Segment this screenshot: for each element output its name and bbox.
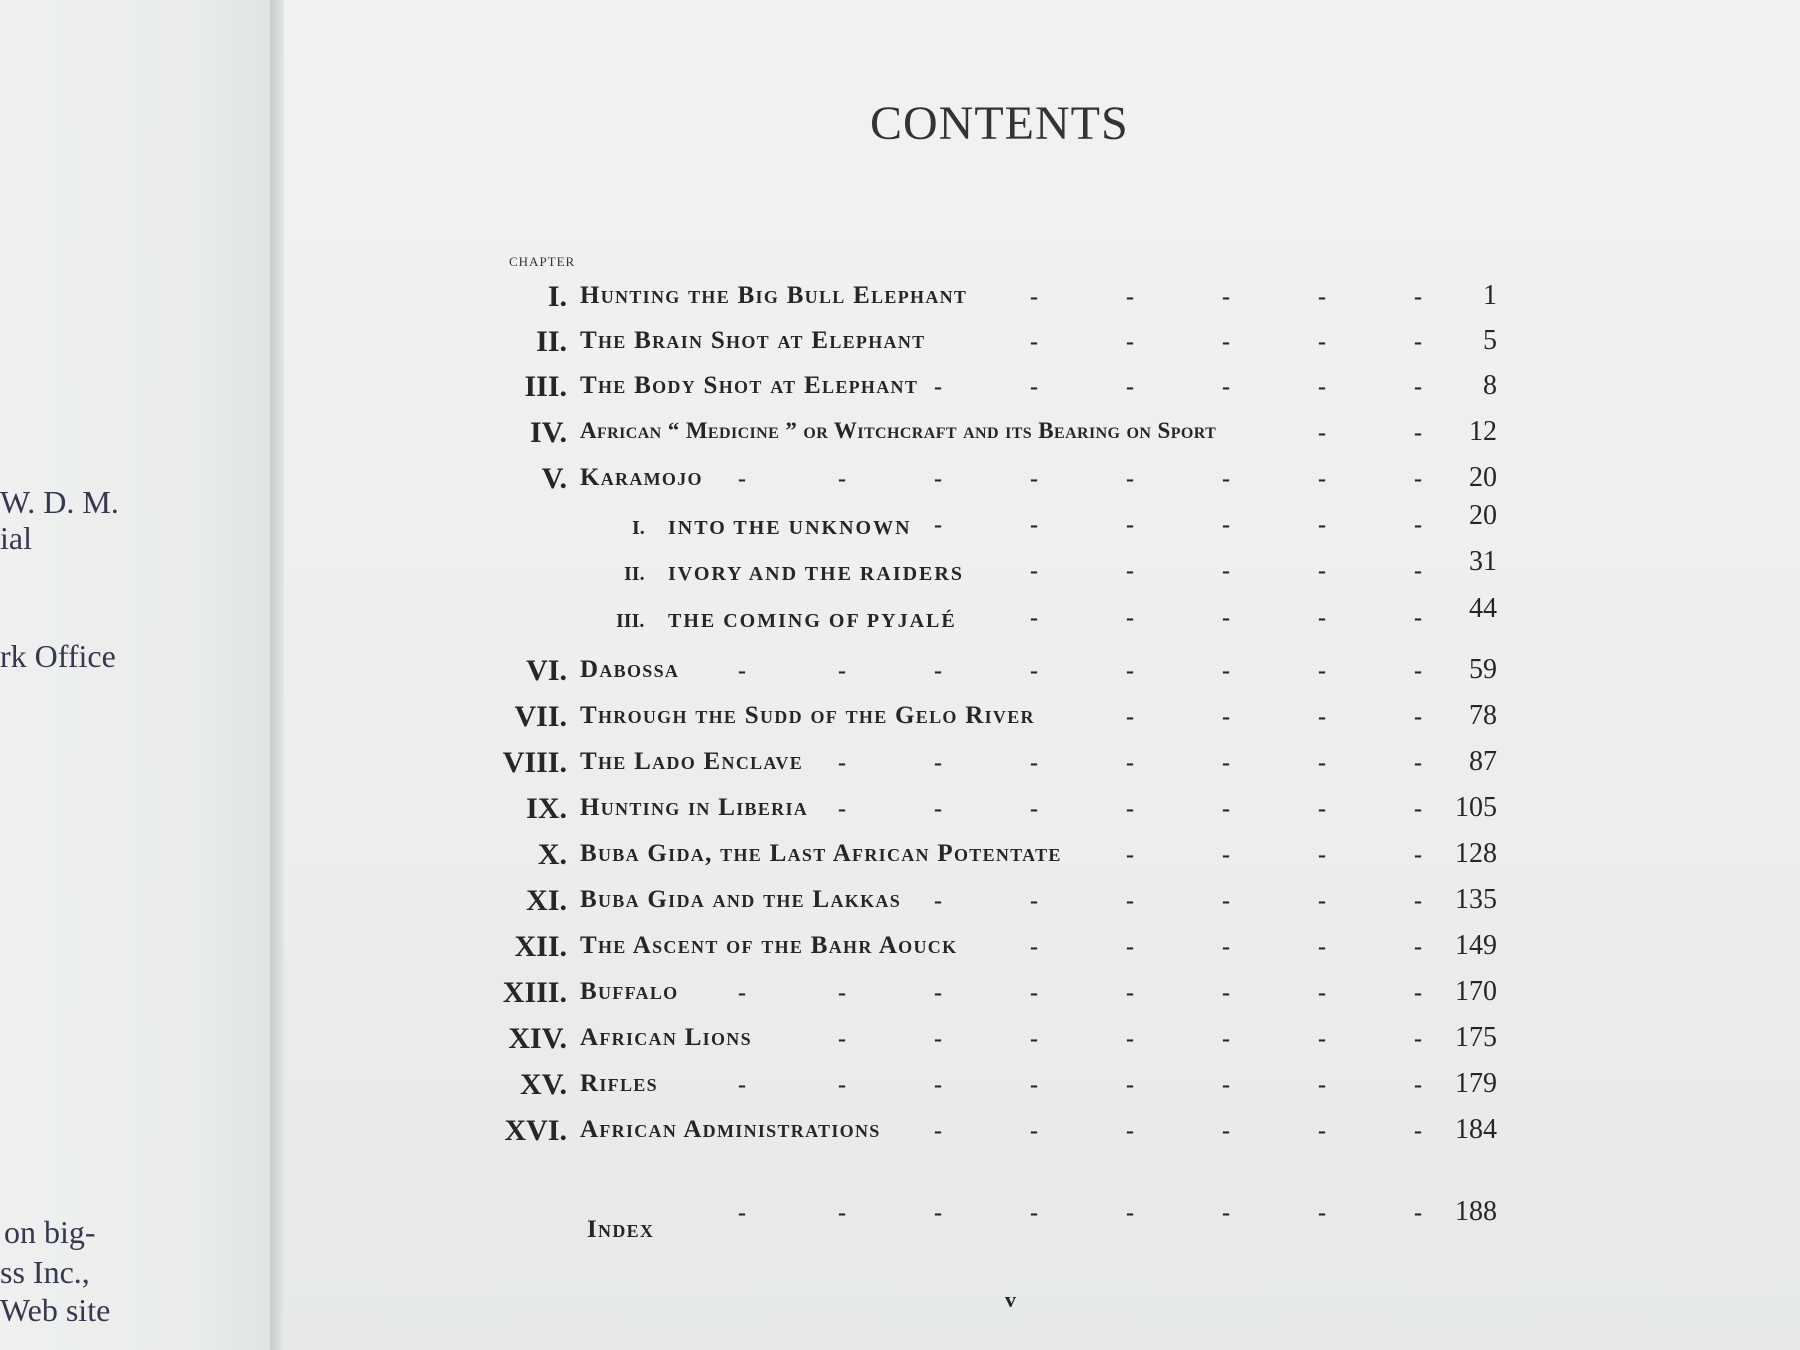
leader-dash: - bbox=[934, 980, 942, 1006]
page-number: 105 bbox=[1455, 792, 1497, 823]
chapter-title: Rifles bbox=[580, 1070, 658, 1097]
leader-dash: - bbox=[1318, 420, 1326, 446]
leader-dash: - bbox=[934, 512, 942, 538]
leader-dash: - bbox=[1318, 329, 1326, 355]
leader-dash: - bbox=[1414, 512, 1422, 538]
leader-dash: - bbox=[1318, 750, 1326, 776]
page-number: 175 bbox=[1455, 1022, 1497, 1053]
leader-dash: - bbox=[1222, 558, 1230, 584]
leader-dash: - bbox=[738, 1200, 746, 1226]
section-number: I. bbox=[632, 517, 645, 539]
chapter-number: II. bbox=[536, 325, 567, 358]
leader-dash: - bbox=[1126, 658, 1134, 684]
toc-entry bbox=[0, 1114, 1800, 1154]
leader-dash: - bbox=[1414, 329, 1422, 355]
leader-dash: - bbox=[1414, 842, 1422, 868]
leader-dash: - bbox=[1222, 658, 1230, 684]
leader-dash: - bbox=[1030, 750, 1038, 776]
page-number: 128 bbox=[1455, 838, 1497, 869]
leader-dash: - bbox=[1030, 284, 1038, 310]
leader-dash: - bbox=[1126, 374, 1134, 400]
page-number: 149 bbox=[1455, 930, 1497, 961]
leader-dash: - bbox=[1414, 796, 1422, 822]
left-page-fragment: Web site bbox=[0, 1292, 111, 1328]
leader-dash: - bbox=[1126, 1118, 1134, 1144]
page-number: 135 bbox=[1455, 884, 1497, 915]
leader-dash: - bbox=[1222, 980, 1230, 1006]
leader-dash: - bbox=[1222, 796, 1230, 822]
chapter-title: African Administrations bbox=[580, 1116, 881, 1143]
leader-dash: - bbox=[1126, 704, 1134, 730]
page-number: 179 bbox=[1455, 1068, 1497, 1099]
page-number: 188 bbox=[1455, 1196, 1497, 1227]
chapter-number: XIII. bbox=[502, 976, 567, 1009]
leader-dash: - bbox=[1222, 704, 1230, 730]
leader-dash: - bbox=[838, 1026, 846, 1052]
leader-dash: - bbox=[934, 658, 942, 684]
leader-dash: - bbox=[1030, 512, 1038, 538]
leader-dash: - bbox=[1030, 888, 1038, 914]
index-title: Index bbox=[587, 1216, 655, 1243]
chapter-title: The Brain Shot at Elephant bbox=[580, 327, 926, 354]
leader-dash: - bbox=[934, 466, 942, 492]
leader-dash: - bbox=[1030, 1072, 1038, 1098]
leader-dash: - bbox=[1126, 605, 1134, 631]
leader-dash: - bbox=[1318, 512, 1326, 538]
toc-entry bbox=[0, 462, 1800, 502]
chapter-number: XII. bbox=[514, 930, 567, 963]
toc-entry bbox=[0, 976, 1800, 1016]
chapter-title: Hunting in Liberia bbox=[580, 794, 809, 821]
leader-dash: - bbox=[934, 374, 942, 400]
leader-dash: - bbox=[1030, 1200, 1038, 1226]
page-number: 170 bbox=[1455, 976, 1497, 1007]
section-title: IVORY AND THE RAIDERS bbox=[668, 563, 964, 585]
leader-dash: - bbox=[1318, 842, 1326, 868]
leader-dash: - bbox=[838, 466, 846, 492]
leader-dash: - bbox=[838, 1072, 846, 1098]
chapter-number: XV. bbox=[520, 1068, 567, 1101]
leader-dash: - bbox=[1414, 1026, 1422, 1052]
leader-dash: - bbox=[1126, 512, 1134, 538]
left-page-fragment: on big- bbox=[4, 1214, 96, 1250]
page-folio: v bbox=[1005, 1287, 1016, 1312]
leader-dash: - bbox=[1318, 1026, 1326, 1052]
leader-dash: - bbox=[1222, 605, 1230, 631]
leader-dash: - bbox=[1126, 466, 1134, 492]
leader-dash: - bbox=[934, 796, 942, 822]
page-number: 59 bbox=[1469, 654, 1497, 685]
leader-dash: - bbox=[1126, 329, 1134, 355]
page-number: 20 bbox=[1469, 462, 1497, 493]
leader-dash: - bbox=[838, 980, 846, 1006]
leader-dash: - bbox=[1414, 1118, 1422, 1144]
leader-dash: - bbox=[1414, 558, 1422, 584]
leader-dash: - bbox=[1318, 980, 1326, 1006]
leader-dash: - bbox=[1318, 374, 1326, 400]
leader-dash: - bbox=[1222, 750, 1230, 776]
leader-dash: - bbox=[1030, 558, 1038, 584]
chapter-title: The Body Shot at Elephant bbox=[580, 372, 919, 399]
page-number: 12 bbox=[1469, 416, 1497, 447]
chapter-number: VII. bbox=[514, 700, 567, 733]
leader-dash: - bbox=[1318, 704, 1326, 730]
chapter-number: XVI. bbox=[504, 1114, 567, 1147]
chapter-title: Buffalo bbox=[580, 978, 679, 1005]
leader-dash: - bbox=[1222, 842, 1230, 868]
leader-dash: - bbox=[1030, 1026, 1038, 1052]
chapter-title: Buba Gida, the Last African Potentate bbox=[580, 840, 1062, 867]
leader-dash: - bbox=[838, 750, 846, 776]
toc-subentry bbox=[0, 546, 1800, 594]
leader-dash: - bbox=[1318, 558, 1326, 584]
leader-dash: - bbox=[838, 658, 846, 684]
leader-dash: - bbox=[838, 796, 846, 822]
leader-dash: - bbox=[1414, 658, 1422, 684]
leader-dash: - bbox=[1414, 605, 1422, 631]
leader-dash: - bbox=[1030, 329, 1038, 355]
toc-entry bbox=[0, 838, 1800, 878]
chapter-title: Through the Sudd of the Gelo River bbox=[580, 702, 1035, 729]
leader-dash: - bbox=[1414, 704, 1422, 730]
toc-entry bbox=[0, 884, 1800, 924]
chapter-label: CHAPTER bbox=[509, 254, 576, 269]
chapter-number: IV. bbox=[530, 416, 567, 449]
leader-dash: - bbox=[1126, 284, 1134, 310]
leader-dash: - bbox=[738, 466, 746, 492]
chapter-number: IX. bbox=[526, 792, 567, 825]
leader-dash: - bbox=[1030, 605, 1038, 631]
leader-dash: - bbox=[1030, 466, 1038, 492]
chapter-title: The Lado Enclave bbox=[580, 748, 804, 775]
leader-dash: - bbox=[934, 1200, 942, 1226]
toc-entry bbox=[0, 792, 1800, 832]
leader-dash: - bbox=[1414, 750, 1422, 776]
leader-dash: - bbox=[1030, 980, 1038, 1006]
leader-dash: - bbox=[934, 888, 942, 914]
leader-dash: - bbox=[1030, 1118, 1038, 1144]
leader-dash: - bbox=[738, 1072, 746, 1098]
leader-dash: - bbox=[1126, 750, 1134, 776]
leader-dash: - bbox=[1126, 934, 1134, 960]
chapter-title: Hunting the Big Bull Elephant bbox=[580, 282, 968, 309]
chapter-title: African “ Medicine ” or Witchcraft and its Bearing on Sport bbox=[580, 418, 1217, 443]
chapter-title: African Lions bbox=[580, 1024, 752, 1051]
leader-dash: - bbox=[1126, 1200, 1134, 1226]
leader-dash: - bbox=[1414, 1072, 1422, 1098]
leader-dash: - bbox=[1222, 374, 1230, 400]
page-number: 8 bbox=[1483, 370, 1497, 401]
leader-dash: - bbox=[1126, 1072, 1134, 1098]
leader-dash: - bbox=[1318, 284, 1326, 310]
leader-dash: - bbox=[934, 1026, 942, 1052]
leader-dash: - bbox=[1126, 558, 1134, 584]
chapter-number: VI. bbox=[526, 654, 567, 687]
page-number: 184 bbox=[1455, 1114, 1497, 1145]
leader-dash: - bbox=[1222, 329, 1230, 355]
leader-dash: - bbox=[1318, 1072, 1326, 1098]
leader-dash: - bbox=[1318, 605, 1326, 631]
leader-dash: - bbox=[838, 1200, 846, 1226]
leader-dash: - bbox=[1318, 888, 1326, 914]
leader-dash: - bbox=[1222, 284, 1230, 310]
page-number: 1 bbox=[1483, 280, 1497, 311]
leader-dash: - bbox=[1414, 284, 1422, 310]
chapter-number: V. bbox=[541, 462, 567, 495]
toc-entry bbox=[0, 370, 1800, 410]
leader-dash: - bbox=[1318, 1200, 1326, 1226]
toc-entry bbox=[0, 325, 1800, 365]
section-number: III. bbox=[616, 610, 645, 632]
left-page-fragment: ial bbox=[0, 520, 32, 556]
leader-dash: - bbox=[1414, 466, 1422, 492]
toc-entry bbox=[0, 930, 1800, 970]
page-number: 87 bbox=[1469, 746, 1497, 777]
leader-dash: - bbox=[1318, 796, 1326, 822]
leader-dash: - bbox=[1414, 1200, 1422, 1226]
page-number: 31 bbox=[1469, 546, 1497, 577]
toc-entry bbox=[0, 1022, 1800, 1062]
leader-dash: - bbox=[1222, 1118, 1230, 1144]
leader-dash: - bbox=[1318, 466, 1326, 492]
chapter-number: XIV. bbox=[508, 1022, 567, 1055]
page-number: 5 bbox=[1483, 325, 1497, 356]
leader-dash: - bbox=[934, 750, 942, 776]
chapter-title: The Ascent of the Bahr Aouck bbox=[580, 932, 958, 959]
page-title: CONTENTS bbox=[870, 97, 1129, 150]
toc-entry bbox=[0, 654, 1800, 694]
leader-dash: - bbox=[1126, 980, 1134, 1006]
leader-dash: - bbox=[1222, 512, 1230, 538]
leader-dash: - bbox=[1126, 796, 1134, 822]
leader-dash: - bbox=[1222, 1072, 1230, 1098]
toc-entry bbox=[0, 416, 1800, 456]
leader-dash: - bbox=[1030, 374, 1038, 400]
leader-dash: - bbox=[934, 1118, 942, 1144]
leader-dash: - bbox=[1222, 1026, 1230, 1052]
leader-dash: - bbox=[738, 658, 746, 684]
leader-dash: - bbox=[1126, 888, 1134, 914]
leader-dash: - bbox=[1222, 934, 1230, 960]
section-title: INTO THE UNKNOWN bbox=[668, 517, 912, 539]
toc-entry bbox=[0, 280, 1800, 320]
leader-dash: - bbox=[1222, 466, 1230, 492]
section-title: THE COMING OF PYJALÉ bbox=[668, 610, 957, 632]
chapter-title: Karamojo bbox=[580, 464, 703, 491]
page-number: 78 bbox=[1469, 700, 1497, 731]
leader-dash: - bbox=[1414, 934, 1422, 960]
leader-dash: - bbox=[1318, 658, 1326, 684]
chapter-number: X. bbox=[537, 838, 567, 871]
leader-dash: - bbox=[1030, 934, 1038, 960]
left-page-fragment: rk Office bbox=[0, 638, 116, 674]
leader-dash: - bbox=[1222, 1200, 1230, 1226]
toc-entry bbox=[0, 700, 1800, 740]
chapter-number: XI. bbox=[526, 884, 567, 917]
leader-dash: - bbox=[1318, 934, 1326, 960]
leader-dash: - bbox=[1414, 420, 1422, 446]
chapter-number: VIII. bbox=[502, 746, 567, 779]
leader-dash: - bbox=[1414, 888, 1422, 914]
toc-subentry bbox=[0, 593, 1800, 641]
toc-entry bbox=[0, 1068, 1800, 1108]
chapter-number: I. bbox=[547, 280, 567, 313]
chapter-number: III. bbox=[524, 370, 567, 403]
toc-index-entry bbox=[0, 1196, 1800, 1243]
toc-entry bbox=[0, 746, 1800, 786]
leader-dash: - bbox=[1414, 374, 1422, 400]
chapter-title: Dabossa bbox=[580, 656, 680, 683]
leader-dash: - bbox=[1318, 1118, 1326, 1144]
leader-dash: - bbox=[934, 1072, 942, 1098]
leader-dash: - bbox=[738, 980, 746, 1006]
leader-dash: - bbox=[1126, 1026, 1134, 1052]
leader-dash: - bbox=[1030, 796, 1038, 822]
leader-dash: - bbox=[1222, 888, 1230, 914]
left-page-fragment: ss Inc., bbox=[0, 1254, 90, 1290]
chapter-title: Buba Gida and the Lakkas bbox=[580, 886, 902, 913]
section-number: II. bbox=[624, 563, 645, 585]
leader-dash: - bbox=[1414, 980, 1422, 1006]
page-number: 44 bbox=[1469, 593, 1497, 624]
page-number: 20 bbox=[1469, 500, 1497, 531]
leader-dash: - bbox=[1126, 842, 1134, 868]
left-page-fragment: W. D. M. bbox=[0, 484, 119, 520]
leader-dash: - bbox=[1030, 658, 1038, 684]
